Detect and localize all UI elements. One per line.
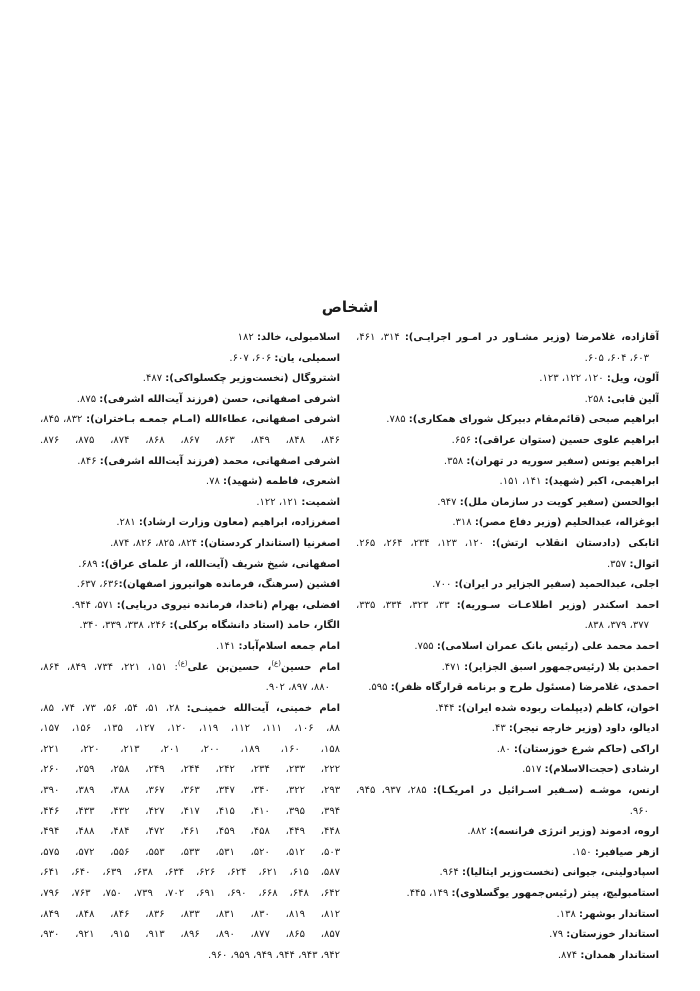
- entry-name: افشین (سرهنگ، فرمانده هوانیروز اصفهان):: [118, 579, 340, 591]
- index-entry-line: [356, 843, 659, 864]
- entry-name: اشرفی اصفهانی، حسن (فرزند آیت‌الله اشرفی):: [99, 393, 340, 405]
- index-entry-line: [356, 699, 659, 720]
- index-column-left: [40, 328, 340, 966]
- index-entry-line: [356, 534, 659, 555]
- entry-page-numbers: ۲۸، ۵۱، ۵۴، ۵۶، ۷۳، ۷۴، ۸۵،: [40, 702, 187, 714]
- index-entry-line: [40, 781, 340, 802]
- entry-name: اسلامبولی، خالد:: [256, 332, 340, 343]
- entry-page-numbers: ۱۲۱، ۱۲۲.: [256, 496, 302, 508]
- entry-name: ازهر صیافیر:: [594, 846, 659, 858]
- entry-page-numbers: ۴۴۴.: [435, 702, 458, 714]
- entry-page-numbers: ۳۱۴، ۴۶۱،: [356, 332, 405, 343]
- entry-name: احمد محمد علی (رئیس بانک عمران اسلامی):: [436, 640, 659, 652]
- entry-page-numbers: ۱۵۰.: [572, 846, 595, 858]
- entry-name: اشرفی اصفهانی، محمد (فرزند آیت‌الله اشرفی):: [99, 455, 340, 467]
- entry-page-numbers: ۹۶۰.: [629, 805, 649, 817]
- index-entry-line: [356, 925, 659, 946]
- index-entry-line: [356, 575, 659, 596]
- entry-name: احمد اسکندر (وزیر اطلاعـات سـوریه):: [456, 599, 659, 611]
- entry-page-numbers: ۸۰.: [496, 743, 514, 755]
- index-entry-line: [356, 781, 659, 802]
- entry-page-numbers: ۲۸۱.: [116, 517, 139, 529]
- entry-page-numbers: ۲۲۲، ۲۳۳، ۲۳۴، ۲۴۲، ۲۴۴، ۲۴۹، ۲۵۸، ۲۵۹، ۲۶۰،: [40, 764, 340, 776]
- index-entry-line: [40, 513, 340, 534]
- index-entry-line: [40, 390, 340, 411]
- entry-page-numbers: ۷۹.: [549, 929, 567, 941]
- index-entry-line: [356, 410, 659, 431]
- entry-page-numbers: ۱۵۸، ۱۶۰، ۱۸۹، ۲۰۰، ۲۰۱، ۲۱۳، ۲۲۰، ۲۲۱،: [40, 743, 340, 755]
- entry-name: احمدبن بلا (رئیس‌جمهور اسبق الجزایر):: [464, 661, 659, 673]
- index-entry-line: [356, 616, 659, 637]
- entry-name: اشعری، فاطمه (شهید):: [223, 476, 340, 488]
- index-entry-line: [356, 822, 659, 843]
- index-entry-line: [356, 493, 659, 514]
- entry-page-numbers: ۶۳۶، ۶۳۷.: [76, 579, 119, 591]
- index-entry-line: [40, 349, 340, 370]
- index-entry-line: [356, 472, 659, 493]
- entry-page-numbers: ۸۱۲، ۸۱۹، ۸۳۰، ۸۳۱، ۸۳۳، ۸۳۶، ۸۴۶، ۸۴۸، ۸۴۹،: [40, 908, 340, 920]
- entry-page-numbers: ۳۹۴، ۳۹۵، ۴۱۰، ۴۱۵، ۴۱۷، ۴۲۷، ۴۳۲، ۴۳۳، ۴۴۶،: [40, 805, 340, 817]
- index-entry-line: [356, 431, 659, 452]
- entry-page-numbers: ۴۸۷.: [142, 373, 166, 385]
- index-entry-line: [40, 678, 340, 699]
- index-entry-line: [356, 369, 659, 390]
- index-entry-line: [356, 596, 659, 617]
- entry-page-numbers: ۶۵۶.: [451, 434, 475, 446]
- index-entry-line: [356, 760, 659, 781]
- entry-name: آلون، ویل:: [606, 373, 659, 385]
- entry-page-numbers: ۱۳۸.: [556, 908, 580, 920]
- entry-name: ارنس، موشـه (سـفیر اسـرائیل در امریکـا):: [432, 785, 659, 797]
- index-entry-line: [356, 555, 659, 576]
- entry-name: ابوالحسن (سفیر کویت در سازمان ملل):: [459, 496, 659, 508]
- entry-page-numbers: ۸۳۲، ۸۴۵،: [40, 414, 87, 426]
- entry-name: استاندار خوزستان:: [566, 929, 659, 941]
- honorific-superscript: (ع): [177, 659, 188, 668]
- entry-page-numbers: ۶۰۶، ۶۰۷.: [229, 352, 275, 364]
- index-heading: اشخاص: [321, 298, 379, 316]
- entry-name: اراکی (حاکم شرع خوزستان):: [513, 743, 659, 755]
- entry-page-numbers: ۸۸۰، ۸۹۷، ۹۰۲.: [265, 682, 330, 694]
- entry-page-numbers: ۱۴۱، ۱۵۱.: [499, 476, 545, 488]
- entry-page-numbers: ۳۵۸.: [443, 455, 467, 467]
- entry-name: استاندار همدان:: [580, 949, 659, 961]
- entry-page-numbers: ۵۸۷، ۶۱۵، ۶۲۱، ۶۲۴، ۶۲۶، ۶۳۴، ۶۳۸، ۶۳۹، ۶۴۰، ۶۴۱،: [40, 867, 340, 879]
- index-entry-line: [356, 328, 659, 349]
- entry-page-numbers: ۱۴۹، ۴۴۵.: [406, 888, 452, 900]
- entry-page-numbers: ۸۴۶، ۸۴۸، ۸۴۹، ۸۶۳، ۸۶۷، ۸۶۸، ۸۷۴، ۸۷۵، ۸۷۶.: [40, 434, 340, 446]
- index-entry-line: [356, 513, 659, 534]
- entry-page-numbers: ۲۴۶، ۳۳۸، ۳۳۹، ۳۴۰.: [79, 620, 170, 632]
- entry-name: ابراهیم صبحی (قائم‌مقام دبیرکل شورای همکاری):: [408, 414, 659, 426]
- index-entry-line: [40, 699, 340, 720]
- entry-name: ارشادی (حجت‌الاسلام):: [544, 764, 659, 776]
- entry-page-numbers: ۷۸.: [205, 476, 224, 488]
- index-entry-line: [40, 905, 340, 926]
- index-entry-line: [40, 452, 340, 473]
- index-entry-line: [40, 575, 340, 596]
- entry-name: اصغرزاده، ابراهیم (معاون وزارت ارشاد):: [138, 517, 340, 529]
- entry-name-continued: ، حسین‌بن علی: [187, 661, 272, 673]
- entry-page-numbers: ۶۰۳، ۶۰۴، ۶۰۵.: [584, 352, 649, 364]
- entry-name: اسپادولینی، جیوانی (نخست‌وزیر ایتالیا):: [461, 867, 659, 879]
- entry-page-numbers: ۸۷۵.: [76, 393, 100, 405]
- entry-page-numbers: ۸۷۴.: [557, 949, 581, 961]
- entry-name: اجلی، عبدالحمید (سفیر الجزایر در ایران):: [454, 579, 659, 591]
- entry-name: احمدی، غلامرضا (مسئول طرح و برنامه قرارگاه ظفر):: [390, 682, 659, 694]
- entry-page-numbers: ۹۴۲، ۹۴۳، ۹۴۴، ۹۴۹، ۹۵۹، ۹۶۰.: [208, 949, 340, 961]
- index-entry-line: [356, 452, 659, 473]
- index-entry-line: [40, 328, 340, 349]
- entry-page-numbers: ۴۴۸، ۴۴۹، ۴۵۸، ۴۵۹، ۴۶۱، ۴۷۲، ۴۸۴، ۴۸۸، ۴۹۴،: [40, 826, 340, 838]
- entry-page-numbers: ۹۶۴.: [439, 867, 462, 879]
- index-entry-line: [356, 637, 659, 658]
- entry-name: استاندار بوشهر:: [579, 908, 659, 920]
- index-entry-line: [356, 802, 659, 823]
- index-entry-line: [356, 349, 659, 370]
- entry-name: امام حسین: [280, 661, 340, 673]
- entry-name: امام خمینی، آیت‌الله خمینـی:: [186, 702, 340, 714]
- entry-name: ابراهیمی، اکبر (شهید):: [544, 476, 659, 488]
- entry-page-numbers: ۳۳، ۳۲۳، ۳۳۴، ۳۳۵،: [356, 599, 457, 611]
- entry-name: اشرفی اصفهانی، عطاءالله (امـام جمعـه بـاختران):: [86, 414, 340, 426]
- index-entry-line: [356, 658, 659, 679]
- index-entry-line: [40, 925, 340, 946]
- entry-name: افضلی، بهرام (ناخدا، فرمانده نیروی دریایی):: [116, 599, 340, 611]
- entry-name: ابوغزاله، عبدالحلیم (وزیر دفاع مصر):: [474, 517, 659, 529]
- honorific-superscript: (ع): [271, 659, 281, 668]
- index-entry-line: [40, 719, 340, 740]
- entry-page-numbers: ۱۴۱.: [215, 640, 239, 652]
- index-entry-line: [40, 472, 340, 493]
- index-entry-line: [40, 802, 340, 823]
- index-entry-line: [356, 719, 659, 740]
- index-entry-line: [40, 843, 340, 864]
- entry-name: آلین قابی:: [607, 393, 659, 405]
- entry-page-numbers: ۳۱۸.: [452, 517, 475, 529]
- entry-name: اخوان، کاظم (دیپلمات ربوده شده ایران):: [457, 702, 659, 714]
- entry-page-numbers: ۷۸۵.: [386, 414, 409, 426]
- entry-name: ادیالو، داود (وزیر خارجه نیجر):: [508, 723, 659, 735]
- entry-name: استامبولیچ، پیتر (رئیس‌جمهور یوگسلاوی):: [451, 888, 659, 900]
- index-entry-line: [40, 431, 340, 452]
- entry-page-numbers: ۸۲۴، ۸۲۵، ۸۲۶، ۸۷۴.: [110, 537, 201, 549]
- index-entry-line: [40, 946, 340, 967]
- entry-name: ابراهیم علوی حسین (ستوان عراقی):: [474, 434, 659, 446]
- index-entry-line: [40, 637, 340, 658]
- index-entry-line: [40, 534, 340, 555]
- entry-page-numbers: ۸۵۷، ۸۶۵، ۸۷۷، ۸۹۰، ۸۹۶، ۹۱۳، ۹۱۵، ۹۲۱، ۹۳۰،: [40, 929, 340, 941]
- index-entry-line: [40, 863, 340, 884]
- entry-page-numbers: ۵۷۱، ۹۴۴.: [71, 599, 117, 611]
- index-entry-line: [40, 658, 340, 679]
- index-entry-line: [356, 863, 659, 884]
- index-entry-line: [40, 493, 340, 514]
- entry-page-numbers: ۳۷۷، ۳۷۹، ۸۳۸.: [584, 620, 649, 632]
- entry-name: اتوال:: [629, 558, 659, 570]
- entry-page-numbers: ۱۲۰، ۱۲۳، ۲۳۴، ۲۶۴، ۲۶۵.: [356, 537, 492, 549]
- index-entry-line: [356, 905, 659, 926]
- entry-page-numbers: ۴۳.: [491, 723, 509, 735]
- entry-page-numbers: ۲۹۳، ۳۲۲، ۳۴۰، ۳۴۷، ۳۶۳، ۳۶۷، ۳۸۸، ۳۸۹، ۳۹۰،: [40, 785, 340, 797]
- entry-name: آقازاده، غلامرضا (وزیر مشـاور در امـور اجرایـی):: [404, 332, 659, 343]
- index-entry-line: [356, 390, 659, 411]
- entry-page-numbers: ۸۸۲.: [467, 826, 490, 838]
- index-entry-line: [40, 822, 340, 843]
- index-column-right: [356, 328, 659, 966]
- entry-page-numbers: ۱۸۲: [237, 332, 257, 343]
- index-entry-line: [356, 884, 659, 905]
- entry-page-numbers: ۵۰۳، ۵۱۲، ۵۲۰، ۵۳۱، ۵۳۳، ۵۵۳، ۵۵۶، ۵۷۲، ۵۷۵،: [40, 846, 340, 858]
- entry-page-numbers: ۹۴۷.: [437, 496, 460, 508]
- entry-name: اصفهانی، شیخ شریف (آیت‌الله، از علمای عراق):: [100, 558, 340, 570]
- index-entry-line: [356, 740, 659, 761]
- entry-name: امام جمعه اسلام‌آباد:: [238, 640, 340, 652]
- entry-page-numbers: ۵۹۵.: [368, 682, 391, 694]
- entry-name: اصغرنیا (استاندار کردستان):: [200, 537, 340, 549]
- entry-page-numbers: ۱۲۰، ۱۲۲، ۱۲۳.: [539, 373, 607, 385]
- entry-name: اتابکی (دادستان انقلاب ارتش):: [491, 537, 659, 549]
- entry-name: اشمیت:: [301, 496, 340, 508]
- entry-name: الگار، حامد (استاد دانشگاه برکلی):: [169, 620, 340, 632]
- index-entry-line: [356, 946, 659, 967]
- index-entry-line: [40, 369, 340, 390]
- index-entry-line: [40, 616, 340, 637]
- entry-page-numbers: ۲۸۵، ۹۳۷، ۹۴۵،: [356, 785, 433, 797]
- index-entry-line: [40, 740, 340, 761]
- entry-name: اسمیلی، یان:: [274, 352, 340, 364]
- entry-name: ابراهیم یونس (سفیر سوریه در تهران):: [466, 455, 659, 467]
- entry-page-numbers: ۸۴۶.: [77, 455, 100, 467]
- entry-page-numbers: ۵۱۷.: [522, 764, 545, 776]
- entry-name: اشتروگال (نخست‌وزیر چکسلواکی):: [165, 373, 340, 385]
- entry-page-numbers: ۳۵۷.: [606, 558, 630, 570]
- index-entry-line: [40, 596, 340, 617]
- entry-page-numbers: ۶۴۲، ۶۴۸، ۶۶۸، ۶۹۰، ۶۹۱، ۷۰۲، ۷۳۹، ۷۵۰، ۷۶۳، ۷۹۶،: [40, 888, 340, 900]
- index-entry-line: [356, 678, 659, 699]
- index-entry-line: [40, 410, 340, 431]
- index-entry-line: [40, 555, 340, 576]
- entry-page-numbers: ۶۸۹.: [78, 558, 101, 570]
- entry-page-numbers: ۷۵۵.: [414, 640, 437, 652]
- entry-page-numbers: ۷۰۰.: [432, 579, 455, 591]
- index-entry-line: [40, 884, 340, 905]
- entry-page-numbers: ۲۵۸.: [584, 393, 608, 405]
- index-entry-line: [40, 760, 340, 781]
- entry-page-numbers: : ۱۵۱، ۲۲۱، ۷۳۴، ۸۴۹، ۸۶۴،: [40, 661, 178, 673]
- entry-page-numbers: ۸۸، ۱۰۶، ۱۱۱، ۱۱۲، ۱۱۹، ۱۲۰، ۱۲۷، ۱۳۵، ۱۵۶، ۱۵۷،: [40, 723, 340, 735]
- entry-page-numbers: ۴۷۱.: [441, 661, 465, 673]
- entry-name: اروه، ادموند (وزیر انرژی فرانسه):: [489, 826, 659, 838]
